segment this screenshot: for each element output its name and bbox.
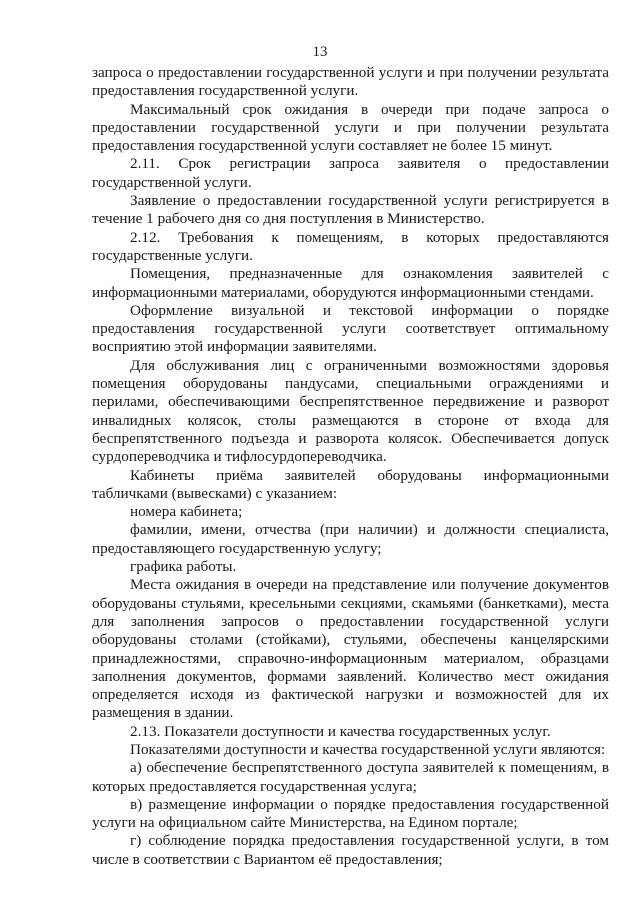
paragraph: Максимальный срок ожидания в очереди при подаче запроса о предоставлении государственной услуги и при получении результата предоставления государственной услуги составляет не более 15 минут. — [92, 100, 609, 155]
list-item: графика работы. — [130, 558, 237, 576]
list-item: а) обеспечение беспрепятственного доступа заявителей к помещениям, в которых предоставляется государственная услуга; — [92, 759, 609, 795]
list-item: фамилии, имени, отчества (при наличии) и должности специалиста, предоставляющего государственную услугу; — [92, 521, 609, 557]
paragraph: Места ожидания в очереди на представление или получение документов оборудованы стульями, кресельными секциями, скамьями (банкетками), места для заполнения запросов о предоставлении государственной услуги оборудованы столами (стойками), стульями, обеспечены канцелярскими принадлежностями, справочно-информационным материалом, образцами заполнения документов, формами заявлений. Количество мест ожидания определяется исходя из фактической нагрузки и возможностей для их размещения в здании. — [92, 576, 609, 722]
paragraph: Для обслуживания лиц с ограниченными возможностями здоровья помещения оборудованы пандусами, специальными ограждениями и перилами, обеспечивающими беспрепятственное передвижение и разворот инвалидных колясок, столы размещаются в стороне от входа для беспрепятственного подъезда и разворота колясок. Обеспечивается допуск сурдопереводчика и тифлосурдопереводчика. — [92, 356, 609, 466]
list-item: г) соблюдение порядка предоставления государственной услуги, в том числе в соответствии с Вариантом её предоставления; — [92, 832, 609, 868]
paragraph: Помещения, предназначенные для ознакомления заявителей с информационными материалами, оборудуются информационными стендами. — [92, 265, 609, 301]
section-heading-2-11: 2.11. Срок регистрации запроса заявителя о предоставлении государственной услуги. — [92, 155, 609, 191]
page-number: 13 — [312, 44, 328, 60]
paragraph: Кабинеты приёма заявителей оборудованы информационными табличками (вывесками) с указанием: — [92, 466, 609, 502]
section-heading-2-12: 2.12. Требования к помещениям, в которых предоставляются государственные услуги. — [92, 228, 609, 264]
paragraph: Заявление о предоставлении государственной услуги регистрируется в течение 1 рабочего дня со дня поступления в Министерство. — [92, 192, 609, 228]
paragraph: запроса о предоставлении государственной услуги и при получении результата предоставления государственной услуги. — [92, 64, 609, 100]
paragraph: Показателями доступности и качества государственной услуги являются: — [130, 740, 606, 758]
document-body — [92, 64, 609, 869]
section-heading-2-13: 2.13. Показатели доступности и качества государственных услуг. — [130, 722, 551, 740]
list-item: в) размещение информации о порядке предоставления государственной услуги на официальном сайте Министерства, на Едином портале; — [92, 795, 609, 832]
paragraph: Оформление визуальной и текстовой информации о порядке предоставления государственной услуги соответствует оптимальному восприятию этой информации заявителями. — [92, 301, 609, 356]
list-item: номера кабинета; — [130, 503, 243, 521]
